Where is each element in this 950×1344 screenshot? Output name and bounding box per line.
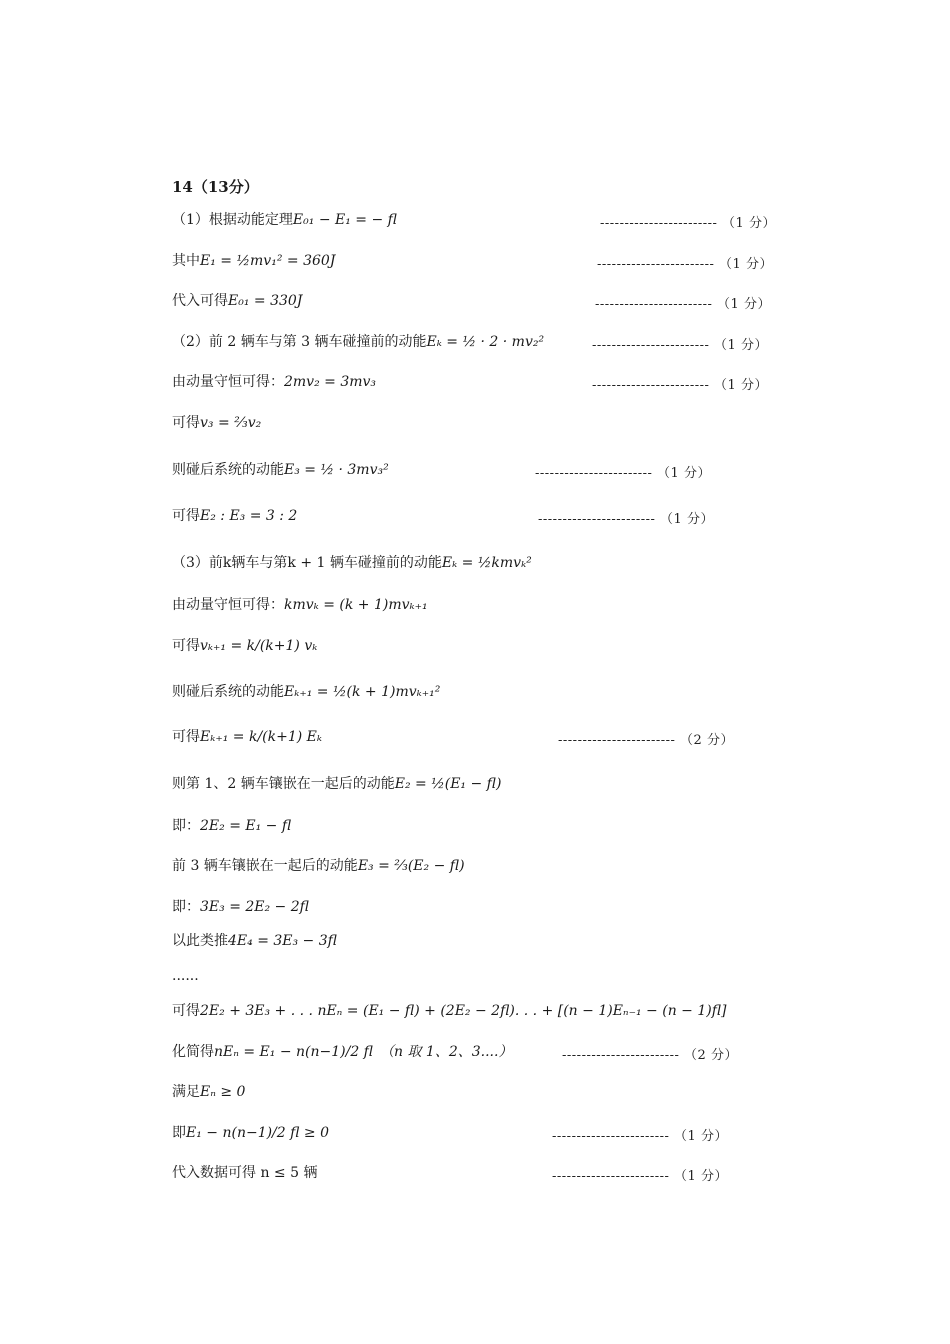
solution-line: 代入可得E₀₁ = 330J [172,293,303,309]
solution-line: （3）前k辆车与第k + 1 辆车碰撞前的动能Eₖ = ½kmvₖ² [172,555,532,571]
solution-line: 由动量守恒可得：2mv₂ = 3mv₃ [172,374,377,390]
solution-line: ...... [172,968,199,984]
solution-line: 其中E₁ = ½mv₁² = 360J [172,253,336,269]
score-mark: ------------------------ （1 分） [552,1129,728,1144]
solution-line: 可得Eₖ₊₁ = k/(k+1) Eₖ [172,729,322,745]
solution-line: 满足Eₙ ≥ 0 [172,1084,246,1100]
score-mark: ------------------------ （1 分） [538,512,714,527]
score-mark: ------------------------ （1 分） [592,378,768,393]
solution-line: 化简得nEₙ = E₁ − n(n−1)/2 fl （n 取 1、2、3....） [172,1044,513,1060]
solution-line: 则碰后系统的动能Eₖ₊₁ = ½(k + 1)mvₖ₊₁² [172,684,441,700]
solution-line: 可得2E₂ + 3E₃ + . . . nEₙ = (E₁ − fl) + (2E₂ − 2fl). . . + [(n − 1)Eₙ₋₁ − (n − 1)fl] [172,1003,727,1019]
score-mark: ------------------------ （1 分） [535,466,711,481]
score-mark: ------------------------ （1 分） [592,338,768,353]
solution-line: 前 3 辆车镶嵌在一起后的动能E₃ = ⅔(E₂ − fl) [172,858,465,874]
score-mark: ------------------------ （2 分） [562,1048,738,1063]
solution-line: 可得v₃ = ⅔v₂ [172,415,262,431]
solution-line: 可得E₂ : E₃ = 3 : 2 [172,508,298,524]
solution-line: （1）根据动能定理E₀₁ − E₁ = − fl [172,212,397,228]
score-mark: ------------------------ （1 分） [552,1169,728,1184]
solution-line: 由动量守恒可得：kmvₖ = (k + 1)mvₖ₊₁ [172,597,428,613]
solution-line: 即：2E₂ = E₁ − fl [172,818,292,834]
score-mark: ------------------------ （1 分） [600,216,776,231]
solution-line: 则第 1、2 辆车镶嵌在一起后的动能E₂ = ½(E₁ − fl) [172,776,502,792]
solution-line: 即E₁ − n(n−1)/2 fl ≥ 0 [172,1125,330,1141]
solution-line: 即：3E₃ = 2E₂ − 2fl [172,899,309,915]
solution-line: 代入数据可得 n ≤ 5 辆 [172,1165,318,1181]
solution-line: （2）前 2 辆车与第 3 辆车碰撞前的动能Eₖ = ½ · 2 · mv₂² [172,334,545,350]
score-mark: ------------------------ （1 分） [595,297,771,312]
solution-line: 则碰后系统的动能E₃ = ½ · 3mv₃² [172,462,389,478]
solution-line: 以此类推4E₄ = 3E₃ − 3fl [172,933,337,949]
score-mark: ------------------------ （2 分） [558,733,734,748]
question-heading: 14（13分） [172,178,259,196]
solution-line: 可得vₖ₊₁ = k/(k+1) vₖ [172,638,318,654]
score-mark: ------------------------ （1 分） [597,257,773,272]
